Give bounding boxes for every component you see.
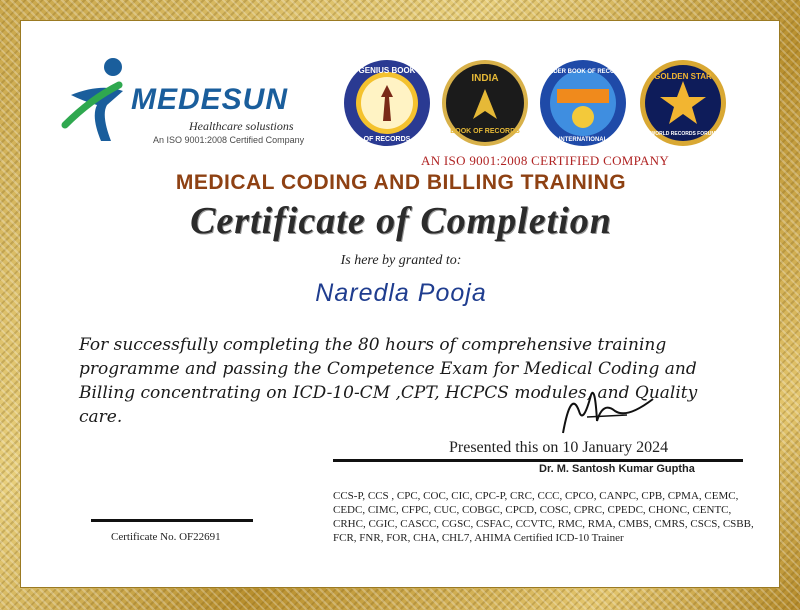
certificate-title: Certificate of Completion	[190, 200, 612, 242]
program-title: MEDICAL CODING AND BILLING TRAINING	[175, 171, 627, 194]
seal-2-bottom: BOOK OF RECORDS	[450, 128, 520, 135]
signer-credentials: CCS-P, CCS , CPC, COC, CIC, CPC-P, CRC, CCC, CPCO, CANPC, CPB, CPMA, CEMC, CEDC, CIMC, CFPC, CUC, COBGC, CPCD, COSC, CPRC, CPEDC, CHONC, CENTC, CRHC, CGIC, CASCC, CGSC, CSFAC, CCVTC, RMC, RMA, CMBS, CMRS, CSCS, CSBB, FCR, FNR, FOR, CHA, CHL7, AHIMA Certified ICD-10 Trainer	[333, 490, 754, 544]
genius-seal-icon	[343, 59, 431, 147]
seal-1-top: GENIUS BOOK	[358, 66, 416, 75]
seal-2-top: INDIA	[471, 73, 499, 84]
signature-line	[333, 459, 743, 462]
presented-date: Presented this on 10 January 2024	[449, 439, 669, 456]
runner-logo-icon	[61, 55, 141, 145]
seal-3-bottom: INTERNATIONAL	[558, 137, 608, 143]
signer-name: Dr. M. Santosh Kumar Guptha	[539, 463, 695, 475]
seal-3-top: WONDER BOOK OF RECORDS	[539, 69, 627, 75]
recipient-name: Naredla Pooja	[315, 279, 487, 307]
completion-statement: For successfully completing the 80 hours of comprehensive training programme and passing the Competence Exam for Medical Coding and Billing concentrating on ICD-10-CM ,CPT, HCPCS modules, and Quality care.	[79, 335, 698, 427]
logo-tagline: Healthcare solustions	[189, 119, 294, 133]
certificate-number-line	[91, 519, 253, 522]
seal-4-bottom: WORLD RECORDS FORUM	[650, 131, 716, 137]
certificate-number: Certificate No. OF22691	[111, 531, 221, 543]
seal-1-bottom: OF RECORDS	[363, 136, 411, 143]
iso-certified-line: AN ISO 9001:2008 CERTIFIED COMPANY	[421, 153, 670, 168]
certificate-body	[20, 20, 780, 588]
granted-text: Is here by granted to:	[340, 253, 462, 268]
signature-icon	[557, 381, 667, 441]
medesun-logo	[61, 49, 311, 159]
logo-name: MEDESUN	[131, 83, 289, 116]
golden-star-seal-icon	[639, 59, 727, 147]
seal-4-top: GOLDEN STAR	[654, 72, 712, 81]
india-seal-icon	[441, 59, 529, 147]
logo-iso: An ISO 9001:2008 Certified Company	[153, 135, 305, 145]
wonder-seal-icon	[539, 59, 627, 147]
